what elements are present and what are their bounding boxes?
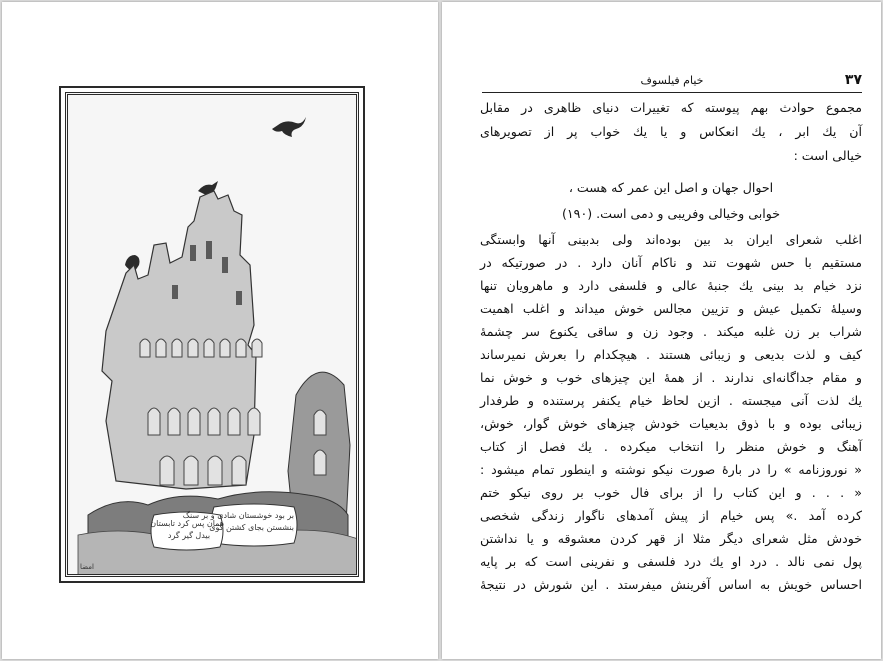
text-line: مستقیم با حس شهوت تند و ناکام آنان دارد . در صورتیکه در [480,255,862,270]
text-line: آن یك ابر ، یك انعکاس و یا یك خواب پر از تصویرهای [480,124,862,139]
text-line: وسیلهٔ تکمیل عیش و تزیین مجالس خوش میداند و اغلب اهمیت [480,301,862,316]
running-title: خیام فیلسوف [640,74,704,87]
text-line: خیالی است : [793,148,862,163]
text-line: احساس خویش به اساس آفرینش میفرستد . این شورش در نتیجهٔ [480,577,862,592]
text-line: آهنگ و خوش منظر را انتخاب میکرده . یك فصل از کتاب [480,439,862,454]
text-line: پول نمی نالد . درد او یك درد فلسفی و نفرینی است که بر پایه [480,554,862,569]
text-line: « . . . و این کتاب را از برای فال خوب بر روی نیکو ختم [480,485,862,500]
text-line: شراب بر زن غلبه میکند . وجود زن و ساقی یکنوع سر چشمهٔ [480,324,862,339]
text-line: و مقام جداگانه‌ای ندارند . از همهٔ این چیزهای خوب و خوش نما [480,370,862,385]
verse-line: خوابی وخیالی وفریبی و دمی است. (۱۹۰) [562,206,780,221]
artist-signature: امضا [80,563,94,571]
running-head [482,72,862,93]
right-page [442,2,881,659]
text-line: کرده آمد .» پس خیام از پیش آمدهای ناگوار زندگی شخصی [480,508,862,523]
left-page [2,2,438,659]
cartouche-line: بر بود خوشستان شادی و بر سنگ [182,511,294,520]
cartouche-line: همان پس کرد تابستان [150,519,224,528]
text-line: نزد خیام بد بینی یك جنبهٔ عالی و فلسفی دارد و ماهرویان تنها [480,278,862,293]
text-line: خودش مثل شعرای دیگر مثلا از قهر کردن معشوقه و یا نداشتن [480,531,862,546]
text-line: زیبائی بوده و با ذوق بدیعیات خودش چیزهای خوش گوار، خوش، [480,416,862,431]
text-line: کیف و لذت بدیعی و زیبائی هستند . هیچکدام را بعرش نمیرساند [480,347,862,362]
text-line: مجموع حوادث بهم پیوسته که تغییرات دنیای ظاهری در مقابل [480,100,862,115]
page-number: ۳۷ [844,72,862,88]
text-line: « نوروزنامه » را در بارهٔ صورت نیکو نوشته و اینطور تمام میشود : [480,462,862,477]
text-line: اغلب شعرای ایران بد بین بوده‌اند ولی بدبینی آنها وابستگی [480,232,862,247]
ruins-illustration [68,95,359,577]
cartouche-left [150,518,224,542]
cartouche-line: بیدل گیر گرد [167,531,211,540]
illustration-plate [59,86,365,583]
text-line: یك لذت آنی میجسته . ازین لحاظ خیام یکنفر پرستنده و طرفدار [480,393,862,408]
illustration-frame [65,92,359,577]
cartouche-line: بنشستن بجای کشتن گوی [209,523,294,532]
verse-line: احوال جهان و اصل این عمر که هست ، [568,180,774,195]
